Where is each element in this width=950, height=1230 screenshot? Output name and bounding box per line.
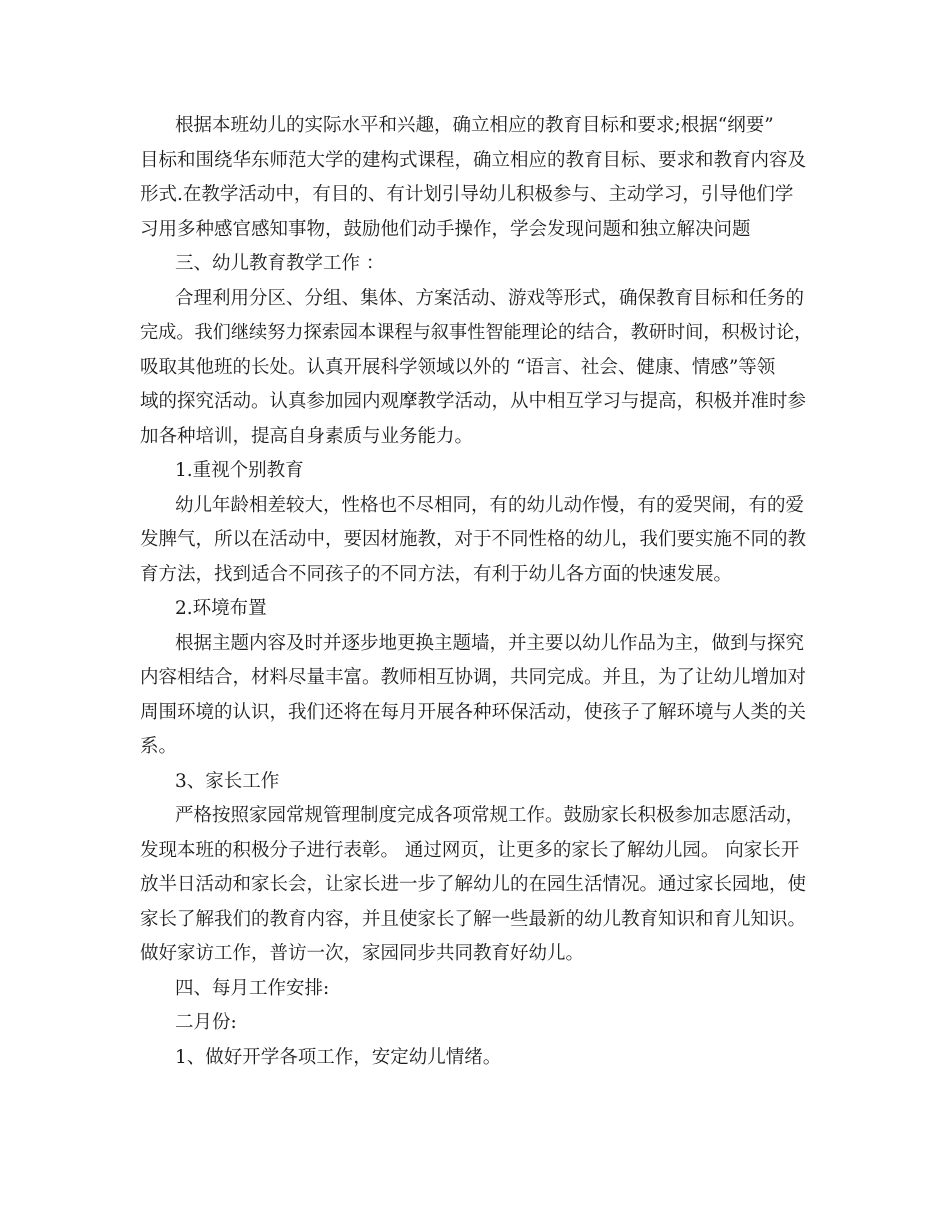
text-line: 周围环境的认识，我们还将在每月开展各种环保活动，使孩子了解环境与人类的关: [140, 701, 807, 723]
text-line: 1、做好开学各项工作，安定幼儿情绪。: [175, 1046, 502, 1068]
text-line: 内容相结合，材料尽量丰富。教师相互协调，共同完成。并且，为了让幼儿增加对: [140, 667, 807, 688]
text-line: 吸取其他班的长处。认真开展科学领域以外的 “语言、社会、健康、情感”等领: [140, 356, 776, 378]
text-line: 四、每月工作安排:: [175, 977, 330, 999]
text-line: 幼儿年龄相差较大，性格也不尽相同，有的幼儿动作慢，有的爱哭闹，有的爱: [175, 494, 805, 516]
text-line: 发现本班的积极分子进行表彰。 通过网页，让更多的家长了解幼儿园。 向家长开: [140, 839, 800, 861]
text-line: 发脾气，所以在活动中，要因材施教，对于不同性格的幼儿，我们要实施不同的教: [140, 529, 807, 550]
text-line: 加各种培训，提高自身素质与业务能力。: [140, 425, 474, 447]
text-line: 放半日活动和家长会，让家长进一步了解幼儿的在园生活情况。通过家长园地，使: [140, 874, 807, 895]
text-line: 合理利用分区、分组、集体、方案活动、游戏等形式，确保教育目标和任务的: [175, 287, 805, 309]
document-page: [140, 109, 820, 1075]
text-line: 习用多种感官感知事物，鼓励他们动手操作，学会发现问题和独立解决问题: [140, 218, 751, 240]
text-line: 目标和围绕华东师范大学的建构式课程，确立相应的教育目标、要求和教育内容及: [140, 149, 807, 171]
text-line: 3、家长工作: [175, 770, 280, 792]
text-line: 二月份:: [175, 1012, 237, 1033]
text-line: 2.环境布置: [175, 598, 267, 619]
document-body: [140, 109, 820, 1075]
text-line: 完成。我们继续努力探索园本课程与叙事性智能理论的结合，教研时间，积极讨论，: [140, 322, 813, 343]
text-line: 家长了解我们的教育内容，并且使家长了解一些最新的幼儿教育知识和育儿知识。: [140, 908, 807, 930]
text-line: 根据本班幼儿的实际水平和兴趣，确立相应的教育目标和要求;根据“纲要”: [175, 115, 774, 136]
text-line: 根据主题内容及时并逐步地更换主题墙，并主要以幼儿作品为主，做到与探究: [175, 632, 805, 654]
text-line: 形式.在教学活动中，有目的、有计划引导幼儿积极参与、主动学习，引导他们学: [140, 184, 794, 205]
text-line: 域的探究活动。认真参加园内观摩教学活动，从中相互学习与提高，积极并准时参: [140, 391, 807, 412]
text-line: 育方法，找到适合不同孩子的不同方法，有利于幼儿各方面的快速发展。: [140, 563, 733, 585]
text-line: 做好家访工作，普访一次，家园同步共同教育好幼儿。: [140, 943, 585, 964]
text-line: 1.重视个别教育: [175, 460, 304, 481]
text-line: 严格按照家园常规管理制度完成各项常规工作。鼓励家长积极参加志愿活动，: [175, 805, 805, 826]
text-line: 三、幼儿教育教学工作 ：: [175, 253, 385, 274]
text-line: 系。: [140, 736, 178, 757]
